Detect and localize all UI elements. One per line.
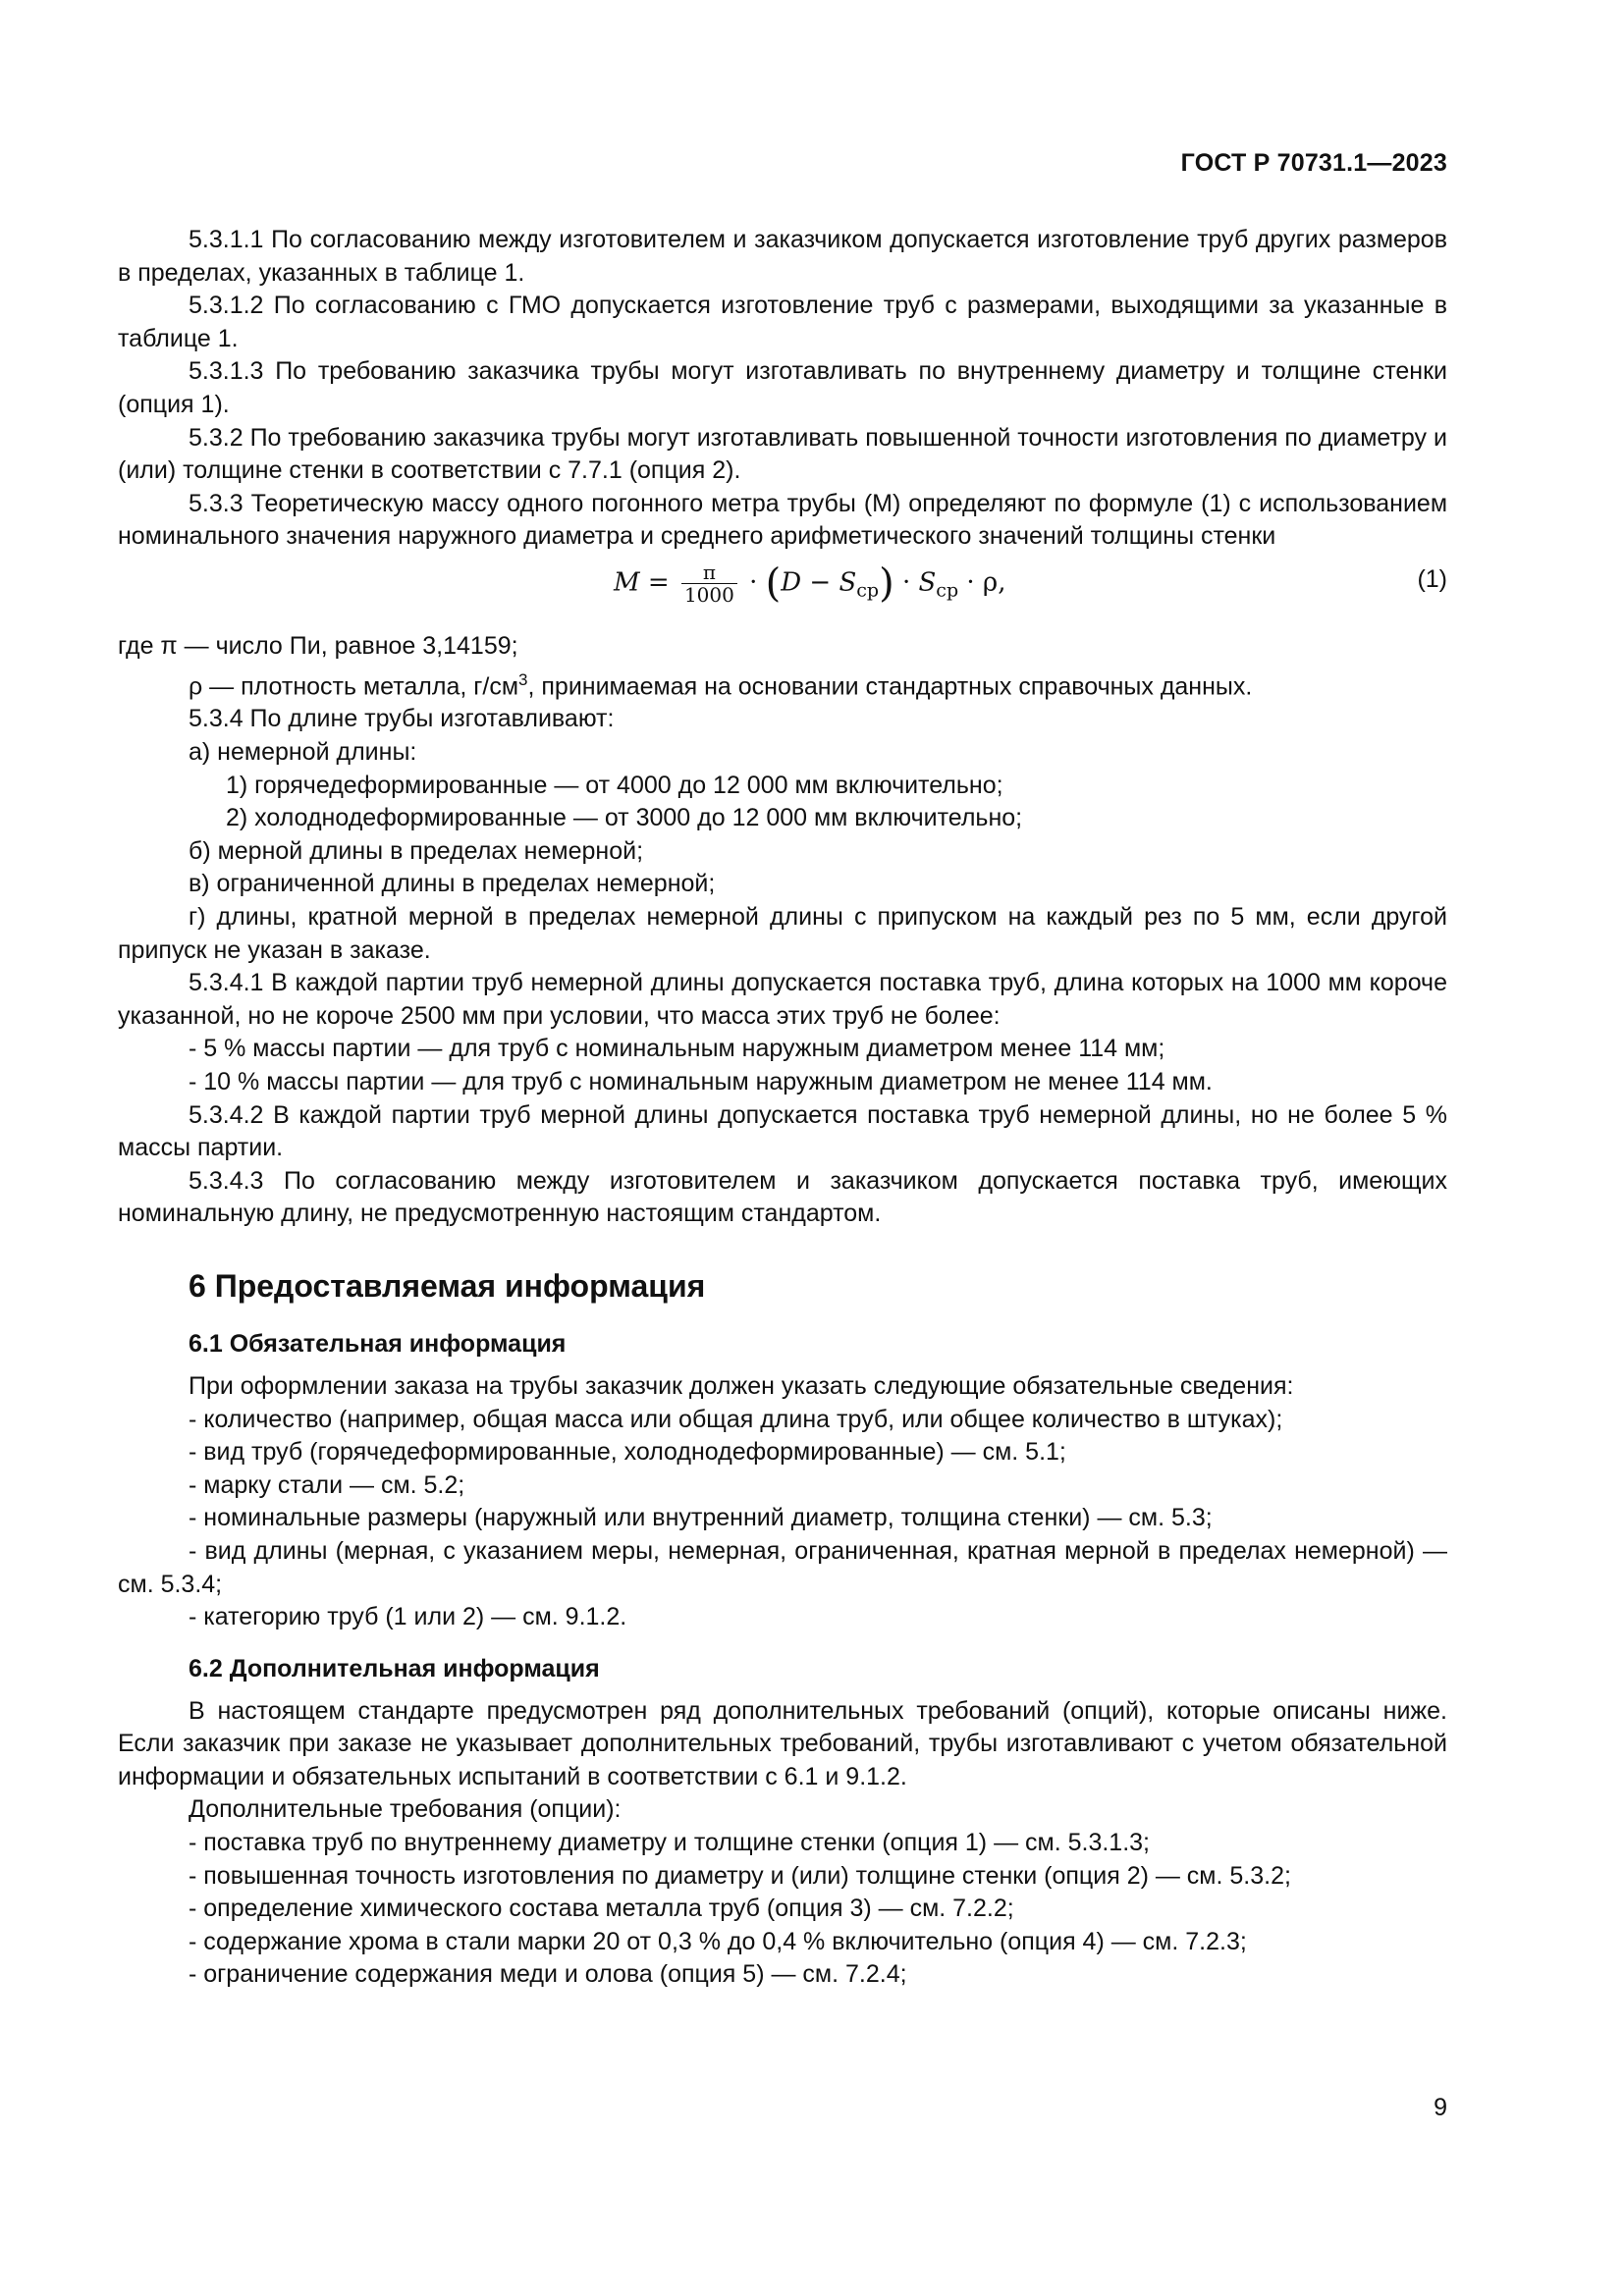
formula-dot2: · xyxy=(901,567,911,598)
formula-eq: = xyxy=(647,567,670,598)
formula-s1: S xyxy=(839,567,857,598)
list-item: - вид длины (мерная, с указанием меры, немерная, ограниченная, кратная мерной в пределах немерной) — см. 5.3.4; xyxy=(118,1536,1447,1598)
section-6-2-sub: Дополнительные требования (опции): xyxy=(189,1795,622,1824)
list-item: - поставка труб по внутреннему диаметру и толщине стенки (опция 1) — см. 5.3.1.3; xyxy=(189,1829,1150,1857)
dash-item-5pct: - 5 % массы партии — для труб с номинальным наружным диаметром менее 114 мм; xyxy=(189,1035,1165,1063)
list-item: - вид труб (горячедеформированные, холоднодеформированные) — см. 5.1; xyxy=(189,1438,1066,1467)
paragraph-5-3-3: 5.3.3 Теоретическую массу одного погонного метра трубы (M) определяют по формуле (1) с использованием номинального значения наружного диаметра и среднего арифметического значений толщины стенки xyxy=(118,489,1447,551)
list-item: - ограничение содержания меди и олова (опция 5) — см. 7.2.4; xyxy=(189,1960,907,1989)
paren-open: ( xyxy=(765,561,782,607)
formula-expression xyxy=(614,561,1005,608)
paragraph-5-3-4: 5.3.4 По длине трубы изготавливают: xyxy=(189,705,615,733)
list-item: - повышенная точность изготовления по диаметру и (или) толщине стенки (опция 2) — см. 5.3.2; xyxy=(189,1861,1291,1890)
page-number: 9 xyxy=(1434,2094,1447,2121)
list-item: - определение химического состава металла труб (опция 3) — см. 7.2.2; xyxy=(189,1895,1014,1923)
section-6-title: 6 Предоставляемая информация xyxy=(189,1267,706,1304)
list-item: - категорию труб (1 или 2) — см. 9.1.2. xyxy=(189,1603,627,1631)
paragraph-5-3-1-3: 5.3.1.3 По требованию заказчика трубы могут изготавливать по внутреннему диаметру и толщине стенки (опция 1). xyxy=(118,357,1447,418)
dash-item-10pct: - 10 % массы партии — для труб с номинальным наружным диаметром не менее 114 мм. xyxy=(189,1067,1213,1095)
formula-rho: ρ, xyxy=(982,567,1006,598)
formula-d: D xyxy=(781,567,802,598)
section-6-2-intro: В настоящем стандарте предусмотрен ряд дополнительных требований (опций), которые описаны ниже. Если заказчик при заказе не указывает дополнительных требований, трубы изготавливают с учетом обязательной информации и обязательных испытаний в соответствии с 6.1 и 9.1.2. xyxy=(118,1696,1447,1790)
section-6-1-title: 6.1 Обязательная информация xyxy=(189,1329,567,1358)
list-item-v: в) ограниченной длины в пределах немерной; xyxy=(189,870,716,898)
formula-s2: S xyxy=(918,567,937,598)
fraction-numerator: π xyxy=(681,561,737,584)
where-rho xyxy=(118,664,1447,704)
fraction-denominator: 1000 xyxy=(683,582,734,607)
where-rho-text: ρ — плотность металла, г/см xyxy=(189,671,519,700)
paragraph-5-3-4-2: 5.3.4.2 В каждой партии труб мерной длины допускается поставка труб немерной длины, но не более 5 % массы партии. xyxy=(118,1100,1447,1162)
formula-fraction xyxy=(681,561,737,606)
list-item: - содержание хрома в стали марки 20 от 0,3 % до 0,4 % включительно (опция 4) — см. 7.2.3; xyxy=(189,1927,1247,1955)
formula-minus: − xyxy=(809,567,832,598)
mass-formula xyxy=(118,556,1447,624)
paren-close: ) xyxy=(879,561,894,607)
list-item-a2: 2) холоднодеформированные — от 3000 до 12 000 мм включительно; xyxy=(226,804,1023,832)
section-6-2-title: 6.2 Дополнительная информация xyxy=(189,1654,600,1682)
paragraph-5-3-2: 5.3.2 По требованию заказчика трубы могут изготавливать повышенной точности изготовления по диаметру и (или) толщине стенки в соответствии с 7.7.1 (опция 2). xyxy=(118,423,1447,485)
formula-sub1: ср xyxy=(856,579,880,602)
standard-header: ГОСТ Р 70731.1—2023 xyxy=(1180,149,1447,177)
paragraph-5-3-1-1: 5.3.1.1 По согласованию между изготовителем и заказчиком допускается изготовление труб других размеров в пределах, указанных в таблице 1. xyxy=(118,226,1447,287)
paragraph-5-3-1-2: 5.3.1.2 По согласованию с ГМО допускается изготовление труб с размерами, выходящими за указанные в таблице 1. xyxy=(118,292,1447,352)
formula-dot3: · xyxy=(966,567,975,598)
paragraph-5-3-4-3: 5.3.4.3 По согласованию между изготовителем и заказчиком допускается поставка труб, имеющих номинальную длину, не предусмотренную настоящим стандартом. xyxy=(118,1166,1447,1228)
where-pi: где π — число Пи, равное 3,14159; xyxy=(118,631,518,660)
where-rho-sup: 3 xyxy=(518,669,528,689)
list-item-b: б) мерной длины в пределах немерной; xyxy=(189,836,644,865)
document-body xyxy=(118,224,1447,1992)
paragraph-5-3-4-1: 5.3.4.1 В каждой партии труб немерной длины допускается поставка труб, длина которых на 1000 мм короче указанной, но не короче 2500 мм при условии, что масса этих труб не более: xyxy=(118,969,1447,1030)
formula-number: (1) xyxy=(1417,564,1447,593)
section-6-1-intro: При оформлении заказа на трубы заказчик должен указать следующие обязательные сведения: xyxy=(189,1371,1294,1400)
list-item-g: г) длины, кратной мерной в пределах немерной длины с припуском на каждый рез по 5 мм, если другой припуск не указан в заказе. xyxy=(118,903,1447,964)
where-rho-tail: , принимаемая на основании стандартных справочных данных. xyxy=(527,671,1253,700)
formula-dot: · xyxy=(749,567,758,598)
formula-sub2: ср xyxy=(936,579,959,602)
list-item: - марку стали — см. 5.2; xyxy=(189,1470,465,1499)
list-item-a1: 1) горячедеформированные — от 4000 до 12 000 мм включительно; xyxy=(226,771,1003,799)
list-item: - количество (например, общая масса или общая длина труб, или общее количество в штуках); xyxy=(189,1405,1283,1433)
list-item-a: а) немерной длины: xyxy=(189,738,417,767)
formula-lhs: M xyxy=(614,567,640,598)
list-item: - номинальные размеры (наружный или внутренний диаметр, толщина стенки) — см. 5.3; xyxy=(189,1504,1213,1532)
